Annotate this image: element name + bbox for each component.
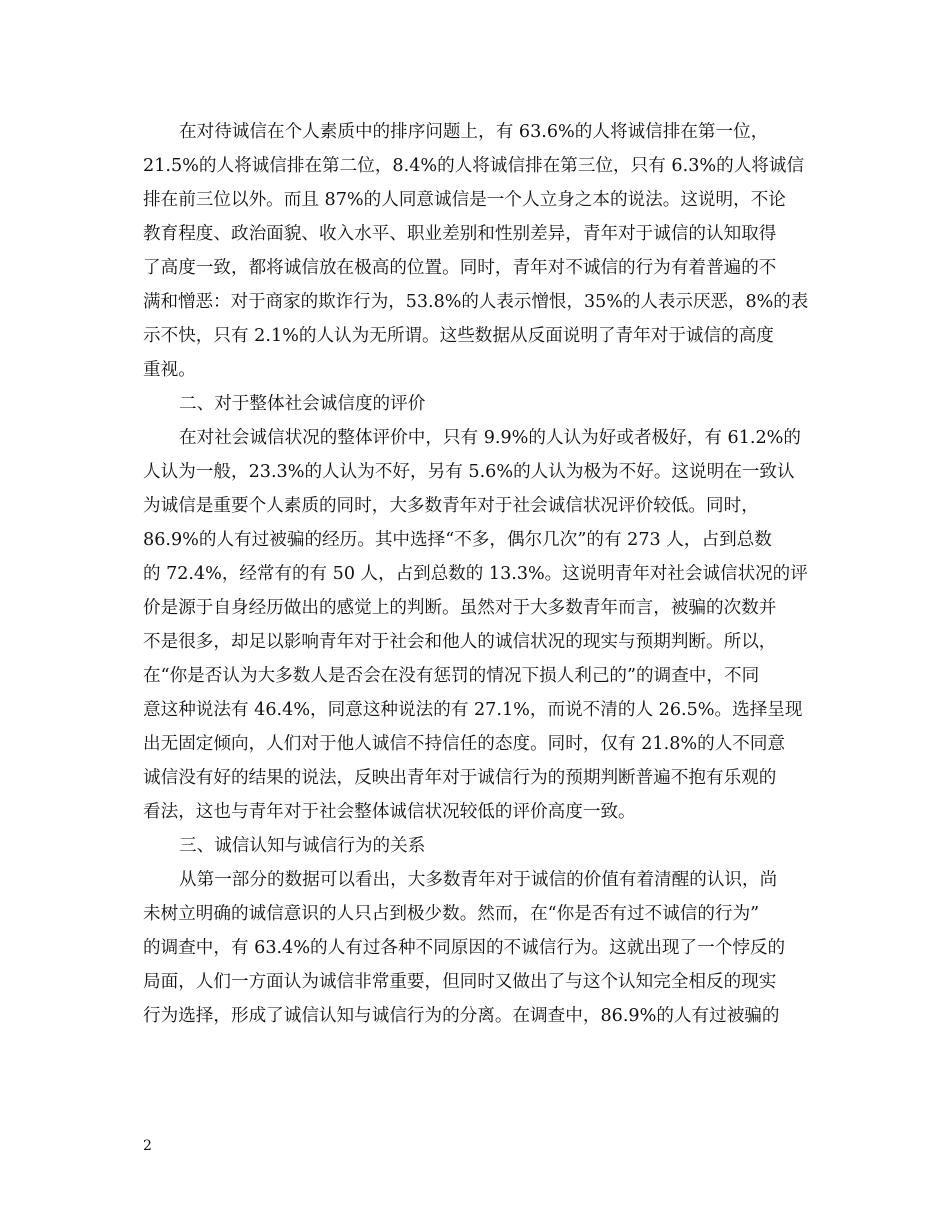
text-line: 了高度一致，都将诚信放在极高的位置。同时，青年对不诚信的行为有着普遍的不 [143, 258, 777, 278]
page-number: 2 [143, 1138, 152, 1154]
text-line: 人认为一般，23.3%的人认为不好，另有 5.6%的人认为极为不好。这说明在一致认 [143, 462, 795, 482]
section-heading: 三、诚信认知与诚信行为的关系 [179, 836, 426, 856]
text-line: 不是很多，却足以影响青年对于社会和他人的诚信状况的现实与预期判断。所以， [143, 632, 777, 652]
text-line: 诚信没有好的结果的说法，反映出青年对于诚信行为的预期判断普遍不抱有乐观的 [143, 768, 777, 788]
text-line: 行为选择，形成了诚信认知与诚信行为的分离。在调查中，86.9%的人有过被骗的 [143, 1006, 780, 1026]
text-line: 21.5%的人将诚信排在第二位，8.4%的人将诚信排在第三位，只有 6.3%的人将诚信 [143, 156, 805, 176]
text-line: 意这种说法有 46.4%，同意这种说法的有 27.1%，而说不清的人 26.5%。选择呈现 [143, 700, 803, 720]
text-line: 的调查中，有 63.4%的人有过各种不同原因的不诚信行为。这就出现了一个悖反的 [143, 938, 786, 958]
text-line: 在“你是否认为大多数人是否会在没有惩罚的情况下损人利己的”的调查中，不同 [143, 666, 760, 686]
text-line: 在对社会诚信状况的整体评价中，只有 9.9%的人认为好或者极好，有 61.2%的 [179, 428, 801, 448]
text-line: 为诚信是重要个人素质的同时，大多数青年对于社会诚信状况评价较低。同时， [143, 496, 759, 516]
text-line: 出无固定倾向，人们对于他人诚信不持信任的态度。同时，仅有 21.8%的人不同意 [143, 734, 786, 754]
text-line: 在对待诚信在个人素质中的排序问题上，有 63.6%的人将诚信排在第一位， [179, 122, 769, 142]
text-line: 教育程度、政治面貌、收入水平、职业差别和性别差异，青年对于诚信的认知取得 [143, 224, 777, 244]
section-heading: 二、对于整体社会诚信度的评价 [179, 394, 426, 414]
text-line: 的 72.4%，经常有的有 50 人，占到总数的 13.3%。这说明青年对社会诚信状况的评 [143, 564, 808, 584]
text-line: 从第一部分的数据可以看出，大多数青年对于诚信的价值有着清醒的认识，尚 [179, 870, 778, 890]
text-line: 局面，人们一方面认为诚信非常重要，但同时又做出了与这个认知完全相反的现实 [143, 972, 777, 992]
text-line: 价是源于自身经历做出的感觉上的判断。虽然对于大多数青年而言，被骗的次数并 [143, 598, 777, 618]
text-line: 86.9%的人有过被骗的经历。其中选择“不多，偶尔几次”的有 273 人，占到总数 [143, 530, 772, 550]
text-line: 看法，这也与青年对于社会整体诚信状况较低的评价高度一致。 [143, 802, 636, 822]
text-line: 示不快，只有 2.1%的人认为无所谓。这些数据从反面说明了青年对于诚信的高度 [143, 326, 774, 346]
text-line: 未树立明确的诚信意识的人只占到极少数。然而，在“你是否有过不诚信的行为” [143, 904, 760, 924]
text-line: 满和憎恶：对于商家的欺诈行为，53.8%的人表示憎恨，35%的人表示厌恶，8%的表 [143, 292, 809, 312]
text-line: 重视。 [143, 360, 196, 380]
text-line: 排在前三位以外。而且 87%的人同意诚信是一个人立身之本的说法。这说明，不论 [143, 190, 786, 210]
